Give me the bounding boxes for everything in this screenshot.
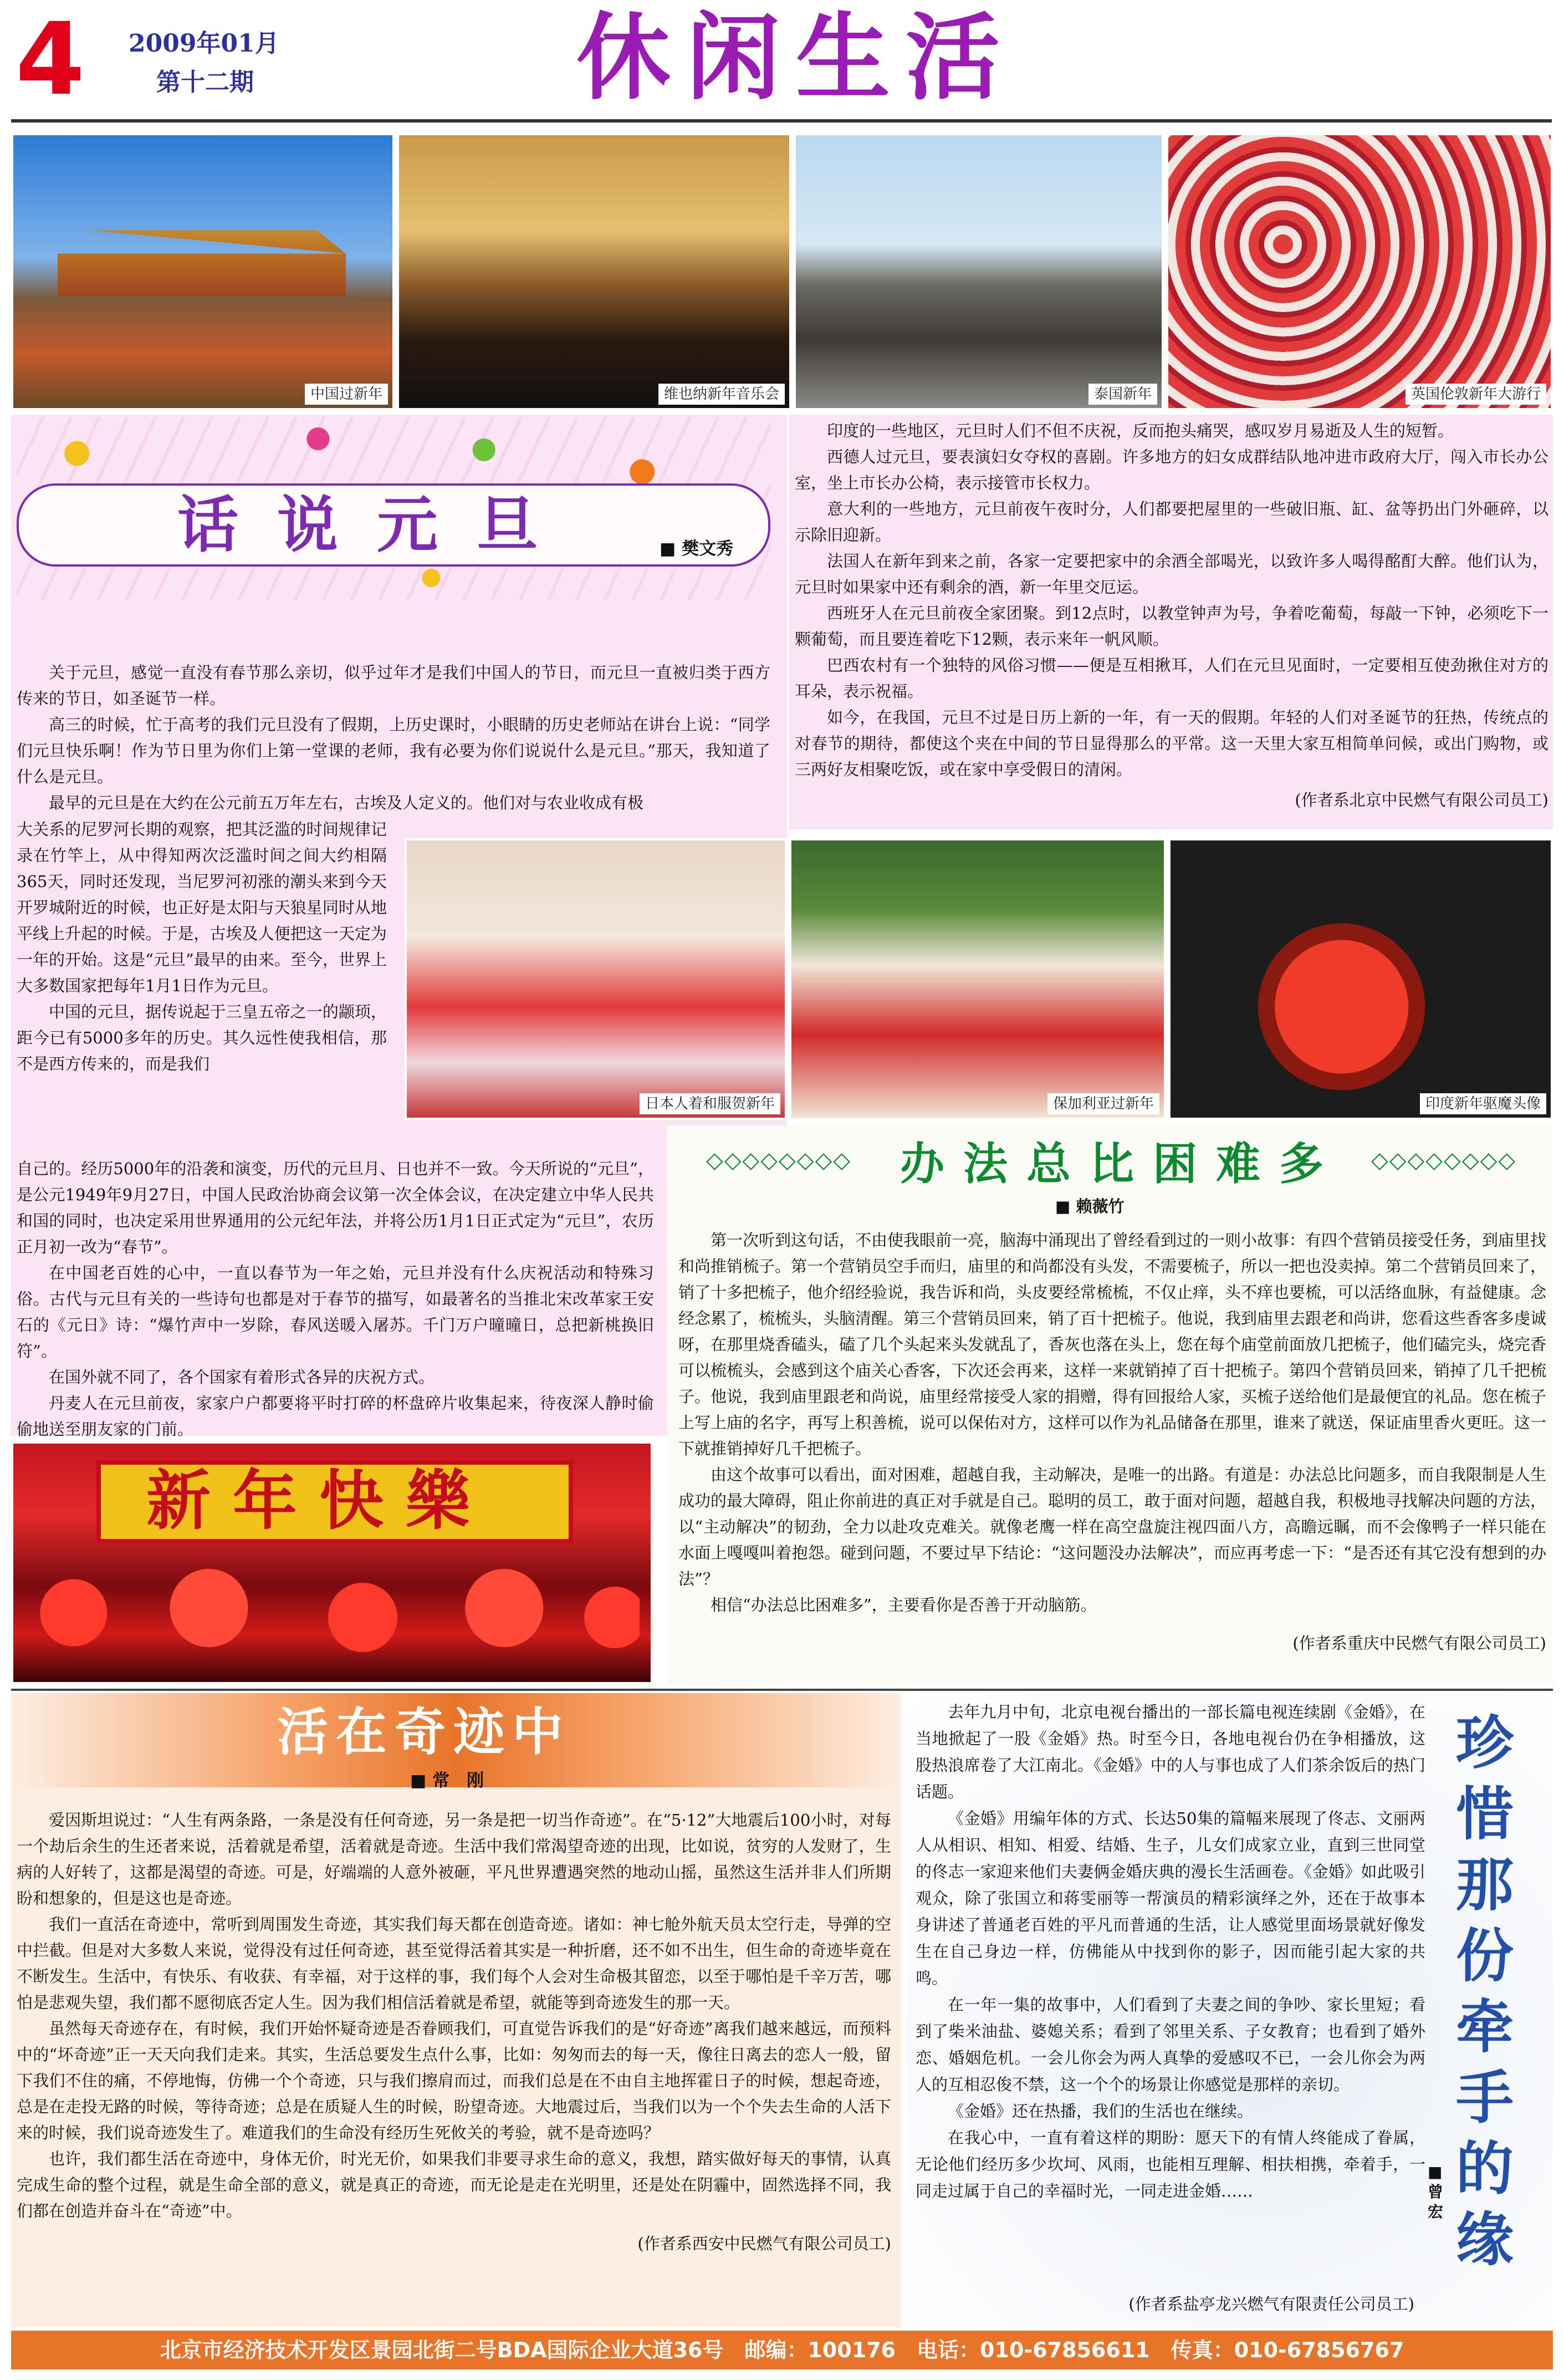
- issue-number: 第十二期: [156, 68, 254, 96]
- title-char: 的: [1455, 2135, 1514, 2203]
- caption: 维也纳新年音乐会: [658, 384, 785, 405]
- paragraph: 高三的时候，忙于高考的我们元旦没有了假期，上历史课时，小眼睛的历史老师站在讲台上说：“同学们元旦快乐啊！作为节日里为你们上第一堂课的老师，我有必要为你们说说什么是元旦。”那天，我知道了什么是元旦。: [17, 715, 770, 786]
- paragraph: 相信“办法总比困难多”，主要看你是否善于开动脑筋。: [711, 1596, 1097, 1614]
- title-char: 牵: [1455, 1993, 1514, 2061]
- photo-japan-kimono: [405, 838, 787, 1120]
- section-divider: [11, 1689, 1553, 1691]
- masthead-rule: [11, 119, 1552, 123]
- article2-credit: (作者系重庆中民燃气有限公司员工): [1292, 1634, 1546, 1653]
- temple-roof: [58, 202, 346, 296]
- caption: 保加利亚过新年: [1047, 1093, 1159, 1114]
- paragraph: 在我心中，一直有着这样的期盼：愿天下的有情人终能成了眷属，无论他们经历多少坎坷、风雨，也能相互理解、相扶相携，牵着手，一同走过属于自己的幸福时光，一同走进金婚……: [916, 2128, 1425, 2200]
- photo-vienna-concert: [397, 133, 791, 410]
- article1-byline: ■ 樊文秀: [660, 539, 734, 559]
- photo-thailand-new-year: [794, 133, 1164, 410]
- article1-credit: (作者系北京中民燃气有限公司员工): [1295, 791, 1548, 809]
- paragraph: 西德人过元旦，要表演妇女夺权的喜剧。许多地方的妇女成群结队地冲进市政府大厅，闯入市长办公室，坐上市长办公椅，表示接管市长权力。: [795, 447, 1548, 492]
- caption: 泰国新年: [1088, 384, 1157, 405]
- banner-text: 新年快樂: [146, 1463, 492, 1538]
- caption: 中国过新年: [305, 384, 388, 405]
- paragraph: 巴西农村有一个独特的风俗习惯——便是互相揪耳，人们在元旦见面时，一定要相互使劲揪住对方的耳朵，表示祝福。: [795, 656, 1548, 701]
- caption: 英国伦敦新年大游行: [1405, 384, 1546, 405]
- paragraph: 《金婚》还在热播，我们的生活也在继续。: [948, 2102, 1254, 2121]
- title-decoration-left: ◇◇◇◇◇◇◇◇: [706, 1148, 852, 1173]
- title-char: 惜: [1455, 1780, 1514, 1848]
- article3-body: [17, 1807, 891, 2257]
- title-char: 珍: [1455, 1709, 1514, 1777]
- article1-left-top: [17, 660, 770, 816]
- caption: 日本人着和服贺新年: [640, 1093, 780, 1114]
- paragraph: 在中国老百姓的心中，一直以春节为一年之始，元旦并没有什么庆祝活动和特殊习俗。古代与元旦有关的一些诗句也都是对于春节的描写，如最著名的当推北宋改革家王安石的《元日》诗：“爆竹声中一岁除，春风送暖入屠苏。千门万户曈曈日，总把新桃换旧符”。: [17, 1263, 654, 1360]
- article2-byline: ■ 赖薇竹: [1055, 1197, 1125, 1216]
- paragraph: 虽然每天奇迹存在，有时候，我们开始怀疑奇迹是否眷顾我们，可直觉告诉我们的是“好奇迹”离我们越来越远，而预料中的“坏奇迹”正一天天向我们走来。其实，生活总要发生点什么事，比如：匆匆而去的每一天，像往日离去的恋人一般，留下我们不住的痛，不停地悔，仿佛一个个奇迹，只与我们擦肩而过，而我们总是在不由自主地挥霍日子的时候，想起奇迹，总是在走投无路的时候，等待奇迹；总是在质疑人生的时候，盼望奇迹。大地震过后，当我们以为一个个失去生命的人活下来的时候，我们说奇迹发生了。难道我们的生命没有经历生死攸关的考验，就不是奇迹吗？: [17, 2019, 891, 2142]
- paragraph: 关于元旦，感觉一直没有春节那么亲切，似乎过年才是我们中国人的节日，而元旦一直被归类于西方传来的节日，如圣诞节一样。: [17, 663, 770, 708]
- paragraph: 西班牙人在元旦前夜全家团聚。到12点时，以教堂钟声为号，争着吃葡萄，每敲一下钟，必须吃下一颗葡萄，而且要连着吃下12颗，表示来年一帆风顺。: [795, 604, 1548, 649]
- title-char: 手: [1455, 2064, 1514, 2132]
- article2-body: [678, 1227, 1546, 1657]
- title-decoration-right: ◇◇◇◇◇◇◇◇: [1371, 1148, 1517, 1173]
- paragraph: 也许，我们都生活在奇迹中，身体无价，时光无价，如果我们非要寻求生命的意义，我想，踏实做好每天的事情，认真完成生命的整个过程，就是生命全部的意义，就是真正的奇迹，而无论是走在光明里，还是处在阴霾中，固然选择不同，我们都在创造并奋斗在“奇迹”中。: [17, 2149, 891, 2220]
- paragraph: 《金婚》用编年体的方式、长达50集的篇幅来展现了佟志、文丽两人从相识、相知、相爱、结婚、生子，儿女们成家立业，直到三世同堂的佟志一家迎来他们夫妻俩金婚庆典的漫长生活画卷。《金婚》如此吸引观众，除了张国立和蒋雯丽等一帮演员的精彩演绎之外，还在于故事本身讲述了普通老百姓的平凡而普通的生活，让人感觉里面场景就好像发生在自己身边一样，仿佛能从中找到你的影子，因而能引起大家的共鸣。: [916, 1809, 1425, 1987]
- article4-vertical-title: [1449, 1708, 1521, 2275]
- title-char: 那: [1455, 1851, 1514, 1919]
- paragraph: 如今，在我国，元旦不过是日历上新的一年，有一天的假期。年轻的人们对圣诞节的狂热，传统点的对春节的期待，都使这个夹在中间的节日显得那么的平常。这一天里大家互相简单问候，或出门购物，或三两好友相聚吃饭，或在家中享受假日的清闲。: [795, 708, 1548, 779]
- paragraph: 爱因斯坦说过：“人生有两条路，一条是没有任何奇迹，另一条是把一切当作奇迹”。在“5·12”大地震后100小时，对每一个劫后余生的生还者来说，活着就是希望，活着就是奇迹。生活中我们常渴望奇迹的出现，比如说，贫穷的人发财了，生病的人好转了，这都是渴望的奇迹。可是，好端端的人意外被砸，平凡世界遭遇突然的地动山摇，虽然这生活并非人们所期盼和想象的，但是这也是奇迹。: [17, 1811, 891, 1908]
- article2-title: 办法总比困难多: [900, 1138, 1342, 1190]
- photo-india-demon-masks: [1168, 838, 1553, 1120]
- photo-new-year-banner: [11, 1441, 653, 1684]
- paragraph: 大关系的尼罗河长期的观察，把其泛滥的时间规律记录在竹竿上，从中得知两次泛滥时间之间大约相隔365天，同时还发现，当尼罗河初涨的潮头来到今天开罗城附近的时候，也正好是太阳与天狼星同时从地平线上升起的时候。于是，古埃及人便把这一天定为一年的开始。这是“元旦”最早的由来。至今，世界上大多数国家把每年1月1日作为元旦。: [17, 820, 387, 995]
- article3-title: 活在奇迹中: [277, 1703, 571, 1762]
- paragraph: 意大利的一些地方，元旦前夜午夜时分，人们都要把屋里的一些破旧瓶、缸、盆等扔出门外砸碎，以示除旧迎新。: [795, 500, 1548, 544]
- page-number: 4: [16, 2, 85, 118]
- paragraph: 在国外就不同了，各个国家有着形式各异的庆祝方式。: [49, 1368, 435, 1387]
- article4-byline: ■ 曾宏: [1428, 2163, 1444, 2221]
- paragraph: 由这个故事可以看出，面对困难，超越自我，主动解决，是唯一的出路。有道是：办法总比问题多，而自我限制是人生成功的最大障碍，阻止你前进的真正对手就是自己。聪明的员工，敢于面对问题，超越自我，积极地寻找解决问题的方法，以“主动解决”的韧劲，全力以赴攻克难关。就像老鹰一样在高空盘旋注视四面八方，高瞻远瞩，而不会像鸭子一样只能在水面上嘎嘎叫着抱怨。碰到问题，不要过早下结论：“这问题没办法解决”，而应再考虑一下：“是否还有其它没有想到的办法”？: [678, 1465, 1547, 1588]
- paragraph: 我们一直活在奇迹中，常听到周围发生奇迹，其实我们每天都在创造奇迹。诸如：神七舱外航天员太空行走，导弹的空中拦截。但是对大多数人来说，觉得没有过任何奇迹，甚至觉得活着其实是一种折磨，还不如不出生，但生命的奇迹毕竟在不断发生。生活中，有快乐、有收获、有幸福，对于这样的事，我们每个人会对生命极其留恋，以至于哪怕是千辛万苦，哪怕是悲观失望，我们都不愿彻底否定人生。因为我们相信活着就是希望，就能等到奇迹发生的那一天。: [17, 1915, 891, 2012]
- paragraph: 在一年一集的故事中，人们看到了夫妻之间的争吵、家长里短；看到了柴米油盐、婆媳关系；看到了邻里关系、子女教育；也看到了婚外恋、婚姻危机。一会儿你会为两人真挚的爱感叹不已，一会儿你会为两人的互相忍俊不禁，这一个个的场景让你感觉是那样的亲切。: [916, 1995, 1425, 2094]
- photo-bulgaria-new-year: [789, 838, 1166, 1120]
- lantern-row: [24, 1566, 640, 1660]
- section-title: 休闲生活: [576, 3, 1016, 113]
- paragraph: 最早的元旦是在大约在公元前五万年左右，古埃及人定义的。他们对与农业收成有极: [49, 793, 644, 812]
- article3-byline: ■ 常 刚: [410, 1771, 484, 1791]
- title-char: 缘: [1455, 2206, 1514, 2274]
- paragraph: 印度的一些地区，元旦时人们不但不庆祝，反而抱头痛哭，感叹岁月易逝及人生的短暂。: [827, 421, 1454, 440]
- article3-credit: (作者系西安中民燃气有限公司员工): [637, 2234, 891, 2253]
- article2-title-bar: [667, 1131, 1553, 1225]
- article1-left-bottom: [17, 1156, 654, 1443]
- paragraph: 去年九月中旬，北京电视台播出的一部长篇电视连续剧《金婚》，在当地掀起了一股《金婚》热。时至今日，各地电视台仍在争相播放，这股热浪席卷了大江南北。《金婚》中的人与事也成了人们茶余饭后的热门话题。: [916, 1703, 1425, 1801]
- title-char: 份: [1455, 1922, 1514, 1990]
- paragraph: 自己的。经历5000年的沿袭和演变，历代的元旦月、日也并不一致。今天所说的“元旦”，是公元1949年9月27日，中国人民政治协商会议第一次全体会议，在决定建立中华人民共和国的同时，也决定采用世界通用的公元纪年法，并将公历1月1日正式定为“元旦”，农历正月初一改为“春节”。: [17, 1159, 654, 1256]
- article1-left-narrow: [17, 817, 387, 1077]
- article1-title-banner: [17, 417, 770, 600]
- caption: 印度新年驱魔头像: [1420, 1093, 1546, 1114]
- paragraph: 法国人在新年到来之前，各家一定要把家中的余酒全部喝光，以致许多人喝得酩酊大醉。他们认为，元旦时如果家中还有剩余的酒，新一年里交厄运。: [795, 552, 1548, 597]
- paragraph: 中国的元旦，据传说起于三皇五帝之一的颛顼，距今已有5000多年的历史。其久远性使我相信，那不是西方传来的，而是我们: [17, 1002, 387, 1073]
- article1-right: [795, 418, 1548, 813]
- article4-credit: (作者系盐亭龙兴燃气有限责任公司员工): [1128, 2295, 1414, 2313]
- paragraph: 丹麦人在元旦前夜，家家户户都要将平时打碎的杯盘碎片收集起来，待夜深人静时偷偷地送至朋友家的门前。: [17, 1394, 654, 1439]
- article4-body: [916, 1699, 1425, 2204]
- paragraph: 第一次听到这句话，不由使我眼前一亮，脑海中涌现出了曾经看到过的一则小故事：有四个营销员接受任务，到庙里找和尚推销梳子。第一个营销员空手而归，庙里的和尚都没有头发，不需要梳子，所以一把也没卖掉。第二个营销员回来了，销了十多把梳子，他介绍经验说，我告诉和尚，头皮要经常梳梳，不仅止痒，头不痒也要梳，可以活络血脉，有益健康。念经念累了，梳梳头，头脑清醒。第三个营销员回来，销了百十把梳子。他说，我到庙里去跟老和尚讲，您看这些香客多虔诚呀，在那里烧香磕头，磕了几个头起来头发就乱了，香灰也落在头上，您在每个庙堂前面放几把梳子，他们磕完头，烧完香可以梳梳头，会感到这个庙关心香客，下次还会再来，这样一来就销掉了百十把梳子。第四个营销员回来，销掉了几千把梳子。他说，我到庙里跟老和尚说，庙里经常接受人家的捐赠，得有回报给人家，买梳子送给他们是最便宜的礼品。您在梳子上写上庙的名字，再写上积善梳，说可以保佑对方，这样可以作为礼品储备在那里，谁来了就送，保证庙里香火更旺。这一下就推销掉好几千把梳子。: [678, 1231, 1547, 1458]
- article1-title: 话说元旦: [177, 490, 576, 560]
- footer-address: 北京市经济技术开发区景园北街二号BDA国际企业大道36号 邮编：100176 电话：010-67856611 传真：010-67856767: [160, 2338, 1404, 2362]
- photo-london-parade: [1166, 133, 1553, 410]
- issue-date: 2009年01月: [129, 29, 279, 58]
- photo-china-new-year: [11, 133, 395, 410]
